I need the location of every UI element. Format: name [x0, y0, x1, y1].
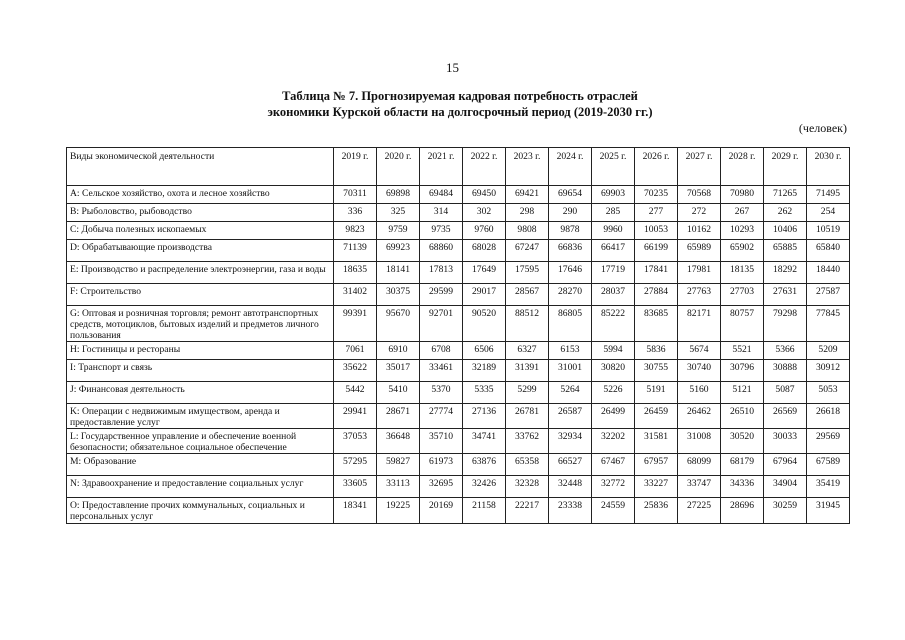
value-cell: 69421 [506, 186, 549, 204]
table-row [67, 222, 850, 240]
column-header-year: 2019 г. [334, 148, 377, 186]
value-cell: 27774 [420, 404, 463, 429]
value-cell: 18135 [721, 262, 764, 284]
value-cell: 33762 [506, 429, 549, 454]
value-cell: 24559 [592, 498, 635, 524]
table-row [67, 262, 850, 284]
value-cell: 30820 [592, 360, 635, 382]
value-cell: 31008 [678, 429, 721, 454]
value-cell: 71139 [334, 240, 377, 262]
table-row [67, 284, 850, 306]
value-cell: 32448 [549, 476, 592, 498]
table-row [67, 476, 850, 498]
value-cell: 30912 [807, 360, 850, 382]
value-cell: 33461 [420, 360, 463, 382]
value-cell: 18635 [334, 262, 377, 284]
value-cell: 5410 [377, 382, 420, 404]
value-cell: 35419 [807, 476, 850, 498]
table-body [67, 186, 850, 524]
activity-name-cell: N: Здравоохранение и предоставление социальных услуг [67, 476, 334, 498]
value-cell: 5442 [334, 382, 377, 404]
value-cell: 26510 [721, 404, 764, 429]
value-cell: 34741 [463, 429, 506, 454]
value-cell: 26462 [678, 404, 721, 429]
value-cell: 18141 [377, 262, 420, 284]
value-cell: 65902 [721, 240, 764, 262]
value-cell: 19225 [377, 498, 420, 524]
value-cell: 30796 [721, 360, 764, 382]
value-cell: 30375 [377, 284, 420, 306]
value-cell: 9760 [463, 222, 506, 240]
value-cell: 6506 [463, 342, 506, 360]
activity-name-cell: D: Обрабатывающие производства [67, 240, 334, 262]
column-header-year: 2025 г. [592, 148, 635, 186]
value-cell: 57295 [334, 454, 377, 476]
value-cell: 69898 [377, 186, 420, 204]
column-header-year: 2024 г. [549, 148, 592, 186]
value-cell: 80757 [721, 306, 764, 342]
value-cell: 68179 [721, 454, 764, 476]
value-cell: 9960 [592, 222, 635, 240]
value-cell: 10406 [764, 222, 807, 240]
staffing-forecast-table [66, 147, 850, 524]
table-row [67, 204, 850, 222]
value-cell: 86805 [549, 306, 592, 342]
column-header-year: 2028 г. [721, 148, 764, 186]
value-cell: 32426 [463, 476, 506, 498]
value-cell: 5674 [678, 342, 721, 360]
value-cell: 298 [506, 204, 549, 222]
value-cell: 30888 [764, 360, 807, 382]
table-row [67, 498, 850, 524]
value-cell: 10162 [678, 222, 721, 240]
value-cell: 10293 [721, 222, 764, 240]
value-cell: 31402 [334, 284, 377, 306]
value-cell: 90520 [463, 306, 506, 342]
column-header-year: 2021 г. [420, 148, 463, 186]
value-cell: 61973 [420, 454, 463, 476]
value-cell: 77845 [807, 306, 850, 342]
activity-name-cell: L: Государственное управление и обеспечение военной безопасности; обязательное социальное обеспечение [67, 429, 334, 454]
column-header-year: 2029 г. [764, 148, 807, 186]
value-cell: 28270 [549, 284, 592, 306]
value-cell: 33227 [635, 476, 678, 498]
value-cell: 5335 [463, 382, 506, 404]
value-cell: 29569 [807, 429, 850, 454]
value-cell: 5121 [721, 382, 764, 404]
table-title [180, 88, 740, 120]
value-cell: 6910 [377, 342, 420, 360]
value-cell: 17841 [635, 262, 678, 284]
value-cell: 67467 [592, 454, 635, 476]
value-cell: 314 [420, 204, 463, 222]
value-cell: 66527 [549, 454, 592, 476]
value-cell: 67247 [506, 240, 549, 262]
value-cell: 69903 [592, 186, 635, 204]
value-cell: 23338 [549, 498, 592, 524]
value-cell: 29017 [463, 284, 506, 306]
value-cell: 34904 [764, 476, 807, 498]
table-title-line-2: экономики Курской области на долгосрочный период (2019-2030 гг.) [267, 105, 653, 119]
value-cell: 65840 [807, 240, 850, 262]
value-cell: 63876 [463, 454, 506, 476]
value-cell: 37053 [334, 429, 377, 454]
value-cell: 5370 [420, 382, 463, 404]
value-cell: 70235 [635, 186, 678, 204]
value-cell: 32328 [506, 476, 549, 498]
value-cell: 88512 [506, 306, 549, 342]
value-cell: 27587 [807, 284, 850, 306]
value-cell: 68028 [463, 240, 506, 262]
value-cell: 336 [334, 204, 377, 222]
value-cell: 31945 [807, 498, 850, 524]
value-cell: 5053 [807, 382, 850, 404]
value-cell: 35017 [377, 360, 420, 382]
value-cell: 18292 [764, 262, 807, 284]
column-header-year: 2030 г. [807, 148, 850, 186]
value-cell: 67589 [807, 454, 850, 476]
value-cell: 26781 [506, 404, 549, 429]
value-cell: 7061 [334, 342, 377, 360]
value-cell: 69654 [549, 186, 592, 204]
value-cell: 10053 [635, 222, 678, 240]
value-cell: 277 [635, 204, 678, 222]
value-cell: 65358 [506, 454, 549, 476]
table-row [67, 360, 850, 382]
value-cell: 20169 [420, 498, 463, 524]
value-cell: 5209 [807, 342, 850, 360]
value-cell: 31001 [549, 360, 592, 382]
value-cell: 68860 [420, 240, 463, 262]
table-title-line-1: Таблица № 7. Прогнозируемая кадровая потребность отраслей [282, 89, 638, 103]
value-cell: 33605 [334, 476, 377, 498]
table-row [67, 404, 850, 429]
value-cell: 70311 [334, 186, 377, 204]
value-cell: 32772 [592, 476, 635, 498]
table-row [67, 454, 850, 476]
value-cell: 83685 [635, 306, 678, 342]
value-cell: 27631 [764, 284, 807, 306]
value-cell: 35710 [420, 429, 463, 454]
value-cell: 95670 [377, 306, 420, 342]
value-cell: 9878 [549, 222, 592, 240]
column-header-year: 2023 г. [506, 148, 549, 186]
value-cell: 290 [549, 204, 592, 222]
value-cell: 92701 [420, 306, 463, 342]
value-cell: 10519 [807, 222, 850, 240]
column-header-year: 2027 г. [678, 148, 721, 186]
value-cell: 29599 [420, 284, 463, 306]
value-cell: 9823 [334, 222, 377, 240]
value-cell: 267 [721, 204, 764, 222]
column-header-year: 2026 г. [635, 148, 678, 186]
value-cell: 32695 [420, 476, 463, 498]
value-cell: 5366 [764, 342, 807, 360]
activity-name-cell: F: Строительство [67, 284, 334, 306]
value-cell: 325 [377, 204, 420, 222]
value-cell: 79298 [764, 306, 807, 342]
activity-name-cell: M: Образование [67, 454, 334, 476]
value-cell: 27703 [721, 284, 764, 306]
value-cell: 17981 [678, 262, 721, 284]
activity-name-cell: E: Производство и распределение электроэнергии, газа и воды [67, 262, 334, 284]
value-cell: 302 [463, 204, 506, 222]
value-cell: 65989 [678, 240, 721, 262]
value-cell: 99391 [334, 306, 377, 342]
value-cell: 32934 [549, 429, 592, 454]
value-cell: 68099 [678, 454, 721, 476]
value-cell: 34336 [721, 476, 764, 498]
value-cell: 70980 [721, 186, 764, 204]
value-cell: 29941 [334, 404, 377, 429]
value-cell: 69923 [377, 240, 420, 262]
value-cell: 70568 [678, 186, 721, 204]
value-cell: 31391 [506, 360, 549, 382]
value-cell: 71265 [764, 186, 807, 204]
value-cell: 27225 [678, 498, 721, 524]
value-cell: 82171 [678, 306, 721, 342]
value-cell: 66417 [592, 240, 635, 262]
value-cell: 28037 [592, 284, 635, 306]
value-cell: 30259 [764, 498, 807, 524]
value-cell: 272 [678, 204, 721, 222]
value-cell: 33113 [377, 476, 420, 498]
value-cell: 27136 [463, 404, 506, 429]
value-cell: 17813 [420, 262, 463, 284]
value-cell: 262 [764, 204, 807, 222]
table-header-row [67, 148, 850, 186]
table-row [67, 240, 850, 262]
activity-name-cell: K: Операции с недвижимым имуществом, аренда и предоставление услуг [67, 404, 334, 429]
value-cell: 27884 [635, 284, 678, 306]
value-cell: 36648 [377, 429, 420, 454]
value-cell: 9735 [420, 222, 463, 240]
activity-name-cell: A: Сельское хозяйство, охота и лесное хозяйство [67, 186, 334, 204]
value-cell: 32189 [463, 360, 506, 382]
value-cell: 5264 [549, 382, 592, 404]
activity-name-cell: H: Гостиницы и рестораны [67, 342, 334, 360]
value-cell: 71495 [807, 186, 850, 204]
value-cell: 6153 [549, 342, 592, 360]
value-cell: 22217 [506, 498, 549, 524]
value-cell: 69450 [463, 186, 506, 204]
value-cell: 66836 [549, 240, 592, 262]
table-row [67, 186, 850, 204]
activity-name-cell: O: Предоставление прочих коммунальных, социальных и персональных услуг [67, 498, 334, 524]
value-cell: 25836 [635, 498, 678, 524]
value-cell: 5299 [506, 382, 549, 404]
value-cell: 28567 [506, 284, 549, 306]
value-cell: 5087 [764, 382, 807, 404]
table-row [67, 429, 850, 454]
activity-name-cell: C: Добыча полезных ископаемых [67, 222, 334, 240]
value-cell: 18440 [807, 262, 850, 284]
value-cell: 6327 [506, 342, 549, 360]
table-row [67, 382, 850, 404]
value-cell: 285 [592, 204, 635, 222]
column-header-activity: Виды экономической деятельности [67, 148, 334, 186]
value-cell: 35622 [334, 360, 377, 382]
value-cell: 21158 [463, 498, 506, 524]
value-cell: 9759 [377, 222, 420, 240]
value-cell: 17646 [549, 262, 592, 284]
value-cell: 5160 [678, 382, 721, 404]
value-cell: 17595 [506, 262, 549, 284]
value-cell: 26618 [807, 404, 850, 429]
column-header-year: 2020 г. [377, 148, 420, 186]
column-header-year: 2022 г. [463, 148, 506, 186]
activity-name-cell: G: Оптовая и розничная торговля; ремонт автотранспортных средств, мотоциклов, бытовых изделий и предметов личного пользования [67, 306, 334, 342]
value-cell: 27763 [678, 284, 721, 306]
value-cell: 9808 [506, 222, 549, 240]
value-cell: 30740 [678, 360, 721, 382]
value-cell: 31581 [635, 429, 678, 454]
value-cell: 18341 [334, 498, 377, 524]
page-number: 15 [446, 60, 459, 75]
value-cell: 5521 [721, 342, 764, 360]
value-cell: 28696 [721, 498, 764, 524]
value-cell: 30033 [764, 429, 807, 454]
value-cell: 65885 [764, 240, 807, 262]
value-cell: 69484 [420, 186, 463, 204]
value-cell: 67957 [635, 454, 678, 476]
table-row [67, 342, 850, 360]
value-cell: 26569 [764, 404, 807, 429]
activity-name-cell: B: Рыболовство, рыбоводство [67, 204, 334, 222]
value-cell: 17649 [463, 262, 506, 284]
value-cell: 67964 [764, 454, 807, 476]
value-cell: 66199 [635, 240, 678, 262]
value-cell: 32202 [592, 429, 635, 454]
activity-name-cell: I: Транспорт и связь [67, 360, 334, 382]
value-cell: 59827 [377, 454, 420, 476]
value-cell: 28671 [377, 404, 420, 429]
table-row [67, 306, 850, 342]
value-cell: 5836 [635, 342, 678, 360]
value-cell: 26499 [592, 404, 635, 429]
value-cell: 85222 [592, 306, 635, 342]
value-cell: 17719 [592, 262, 635, 284]
unit-label: (человек) [798, 121, 847, 135]
value-cell: 33747 [678, 476, 721, 498]
value-cell: 26459 [635, 404, 678, 429]
value-cell: 5226 [592, 382, 635, 404]
value-cell: 6708 [420, 342, 463, 360]
value-cell: 30755 [635, 360, 678, 382]
value-cell: 5994 [592, 342, 635, 360]
activity-name-cell: J: Финансовая деятельность [67, 382, 334, 404]
value-cell: 254 [807, 204, 850, 222]
value-cell: 26587 [549, 404, 592, 429]
value-cell: 30520 [721, 429, 764, 454]
value-cell: 5191 [635, 382, 678, 404]
